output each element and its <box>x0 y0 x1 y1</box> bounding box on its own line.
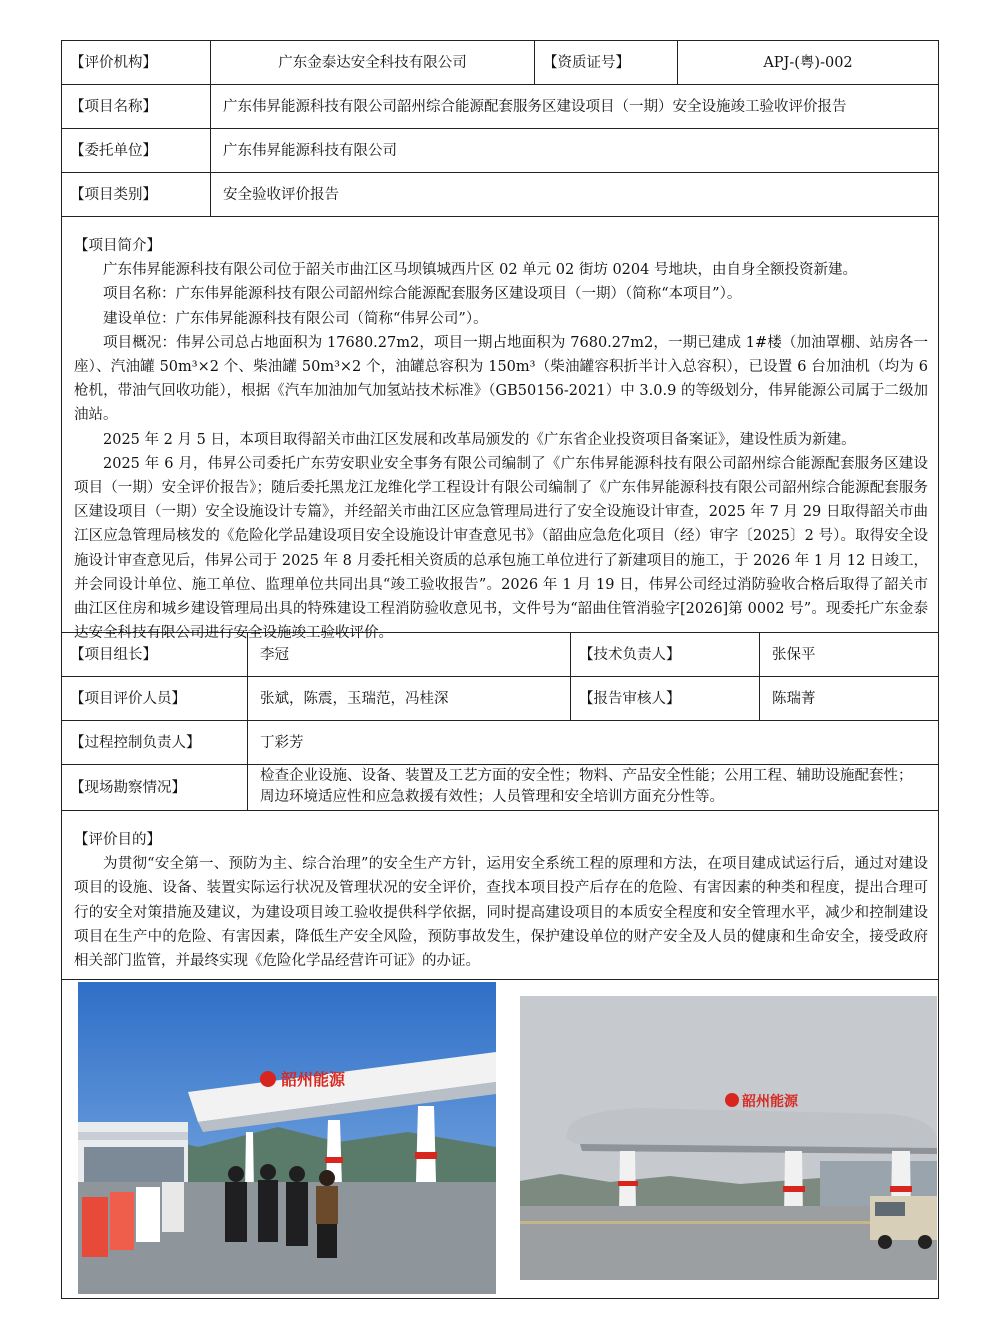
purpose-title: 【评价目的】 <box>74 832 161 848</box>
process-label: 【过程控制负责人】 <box>70 734 201 751</box>
station-photo-right-svg <box>520 996 937 1280</box>
survey-line: 检查企业设施、设备、装置及工艺方面的安全性；物料、产品安全性能；公用工程、辅助设施配套性； <box>260 768 913 784</box>
project-name-value: 广东伟昇能源科技有限公司韶州综合能源配套服务区建设项目（一期）安全设施竣工验收评价报告 <box>210 85 938 128</box>
survey-label: 【现场勘察情况】 <box>70 779 186 796</box>
report-sheet <box>61 40 939 1299</box>
tech-value: 张保平 <box>759 633 938 676</box>
station-photo-with-people <box>78 982 496 1294</box>
row-client <box>62 129 938 173</box>
station-photo-overview <box>520 996 937 1280</box>
canopy-signage-right: 韶州能源 <box>742 1094 798 1110</box>
evaluators-value: 张斌，陈震，玉瑞范，冯桂深 <box>247 677 570 720</box>
row-category <box>62 173 938 217</box>
canopy-signage-left: 韶州能源 <box>281 1070 346 1089</box>
category-label: 【项目类别】 <box>70 186 157 203</box>
intro-paragraph: 2025 年 2 月 5 日，本项目取得韶关市曲江区发展和改革局颁发的《广东省企业投资项目备案证》，建设性质为新建。 <box>103 431 856 448</box>
intro-paragraph: 广东伟昇能源科技有限公司位于韶关市曲江区马坝镇城西片区 02 单元 02 街坊 0204 号地块，由自身全额投资新建。 <box>103 262 857 279</box>
leader-label: 【项目组长】 <box>70 646 157 663</box>
row-leader <box>62 633 938 677</box>
purpose-text: 为贯彻“安全第一、预防为主、综合治理”的安全生产方针，运用安全系统工程的原理和方法，在项目建成试运行后，通过对建设项目的设施、设备、装置实际运行状况及管理状况的安全评价，查找本项目投产后存在的危险、有害因素的种类和程度，提出合理可行的安全对策措施及建议，为建设项目竣工验收提供科学依据，同时提高建设项目的本质安全程度和安全管理水平，减少和控制建设项目在生产中的危险、有害因素，降低生产安全风险，预防事故发生，保护建设单位的财产安全及人员的健康和生命安全，接受政府相关部门监管，并最终实现《危险化学品经营许可证》的办证。 <box>74 856 928 970</box>
intro-paragraph: 建设单位：广东伟昇能源科技有限公司（简称“伟昇公司”）。 <box>103 310 488 327</box>
survey-line: 周边环境适应性和应急救援有效性；人员管理和安全培训方面充分性等。 <box>260 789 724 805</box>
row-evaluators <box>62 677 938 721</box>
process-value: 丁彩芳 <box>247 721 938 764</box>
row-org <box>62 41 938 85</box>
row-project-name <box>62 85 938 129</box>
cert-value: APJ-(粤)-002 <box>677 41 938 84</box>
reviewer-value: 陈瑞菁 <box>759 677 938 720</box>
leader-value: 李冠 <box>247 633 570 676</box>
intro-paragraph: 项目名称：广东伟昇能源科技有限公司韶州综合能源配套服务区建设项目（一期）（简称“本项目”）。 <box>103 286 742 303</box>
row-intro <box>62 217 938 642</box>
row-survey <box>62 765 938 811</box>
row-purpose <box>62 811 938 980</box>
purpose-section <box>74 828 928 973</box>
category-value: 安全验收评价报告 <box>210 173 938 216</box>
org-label: 【评价机构】 <box>70 54 157 71</box>
row-process <box>62 721 938 765</box>
org-value: 广东金泰达安全科技有限公司 <box>210 41 534 84</box>
survey-value <box>247 765 938 810</box>
client-value: 广东伟昇能源科技有限公司 <box>210 129 938 172</box>
intro-paragraph: 2025 年 6 月，伟昇公司委托广东劳安职业安全事务有限公司编制了《广东伟昇能源科技有限公司韶州综合能源配套服务区建设项目（一期）安全评价报告》；随后委托黑龙江龙维化学工程设计有限公司编制了《广东伟昇能源科技有限公司韶州综合能源配套服务区建设项目（一期）安全设施设计专篇》，并经韶关市曲江区应急管理局进行了安全设施设计审查，2025 年 7 月 29 日取得韶关市曲江区应急管理局核发的《危险化学品建设项目安全设施设计审查意见书》（韶曲应急危化项目（经）审字〔2025〕2 号）。取得安全设施设计审查意见后，伟昇公司于 2025 年 8 月委托相关资质的总承包施工单位进行了新建项目的施工，于 2026 年 1 月 12 日竣工，并会同设计单位、施工单位、监理单位共同出具“竣工验收报告”。2026 年 1 月 19 日，伟昇公司经过消防验收合格后取得了韶关市曲江区住房和城乡建设管理局出具的特殊建设工程消防验收意见书，文件号为“韶曲住管消验字[2026]第 0002 号”。现委托广东金泰达安全科技有限公司进行安全设施竣工验收评价。 <box>74 455 928 642</box>
row-photos <box>62 980 938 1298</box>
evaluators-label: 【项目评价人员】 <box>70 690 186 707</box>
client-label: 【委托单位】 <box>70 142 157 159</box>
project-name-label: 【项目名称】 <box>70 98 157 115</box>
station-photo-left-svg <box>78 982 496 1294</box>
cert-label: 【资质证号】 <box>534 41 677 84</box>
intro-section <box>74 234 928 645</box>
intro-paragraph: 项目概况：伟昇公司总占地面积为 17680.27m2，项目一期占地面积为 7680.27m2，一期已建成 1#楼（加油罩棚、站房各一座）、汽油罐 50m³×2 个、柴油罐 50m³×2 个，油罐总容积为 150m³（柴油罐容积折半计入总容积），已设置 6 台加油机（均为 6 枪机，带油气回收功能），根据《汽车加油加气加氢站技术标准》（GB50156-2021）中 3.0.9 的等级划分，伟昇能源公司属于二级加油站。 <box>74 334 928 424</box>
intro-title: 【项目简介】 <box>74 238 161 254</box>
reviewer-label: 【报告审核人】 <box>570 677 759 720</box>
tech-label: 【技术负责人】 <box>570 633 759 676</box>
